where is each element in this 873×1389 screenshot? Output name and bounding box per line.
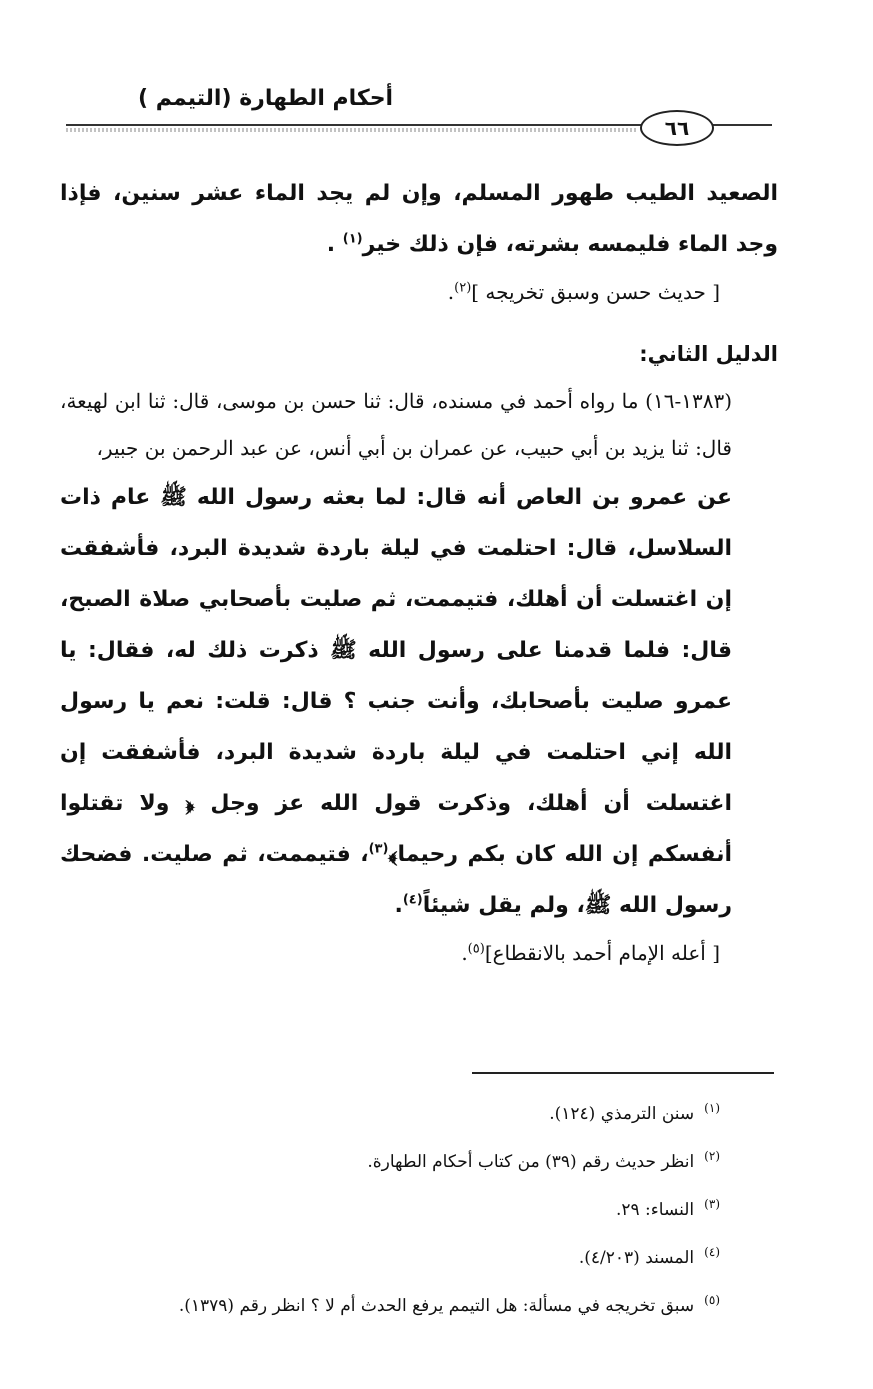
footnote-ref-4: (٤) — [402, 892, 423, 908]
footnote-ref-3: (٣) — [368, 841, 389, 857]
footnote-number: (١) — [704, 1101, 720, 1116]
footnote-item — [60, 1090, 720, 1138]
grading-text: [ حديث حسن وسبق تخريجه ] — [471, 280, 720, 304]
section-heading: الدليل الثاني: — [639, 342, 778, 366]
footnote-text: انظر حديث رقم (٣٩) من كتاب أحكام الطهارة. — [367, 1152, 695, 1172]
page-number: ٦٦ — [640, 110, 714, 146]
quote-end: . — [326, 232, 343, 257]
page-header — [60, 80, 780, 150]
grading-note: [ حديث حسن وسبق تخريجه ]$^{(٢)}$. — [447, 280, 720, 304]
footnote-number: (٣) — [704, 1197, 720, 1212]
footnote-separator — [472, 1072, 774, 1074]
footnote-text: سبق تخريجه في مسألة: هل التيمم يرفع الحدث أم لا ؟ انظر رقم (١٣٧٩). — [178, 1296, 695, 1316]
quote-text: الصعيد الطيب طهور المسلم، وإن لم يجد الماء عشر سنين، فإذا وجد الماء فليمسه بشرته، فإن ذلك خير — [60, 181, 778, 257]
hadith-text: عن عمرو بن العاص أنه قال: لما بعثه رسول الله ﷺ عام ذات السلاسل، قال: احتلمت في ليلة باردة شديدة البرد، فأشفقت إن اغتسلت أن أهلك، فتيممت، ثم صليت بأصحابي صلاة الصبح، قال: فلما قدمنا على رسول الله ﷺ ذكرت ذلك له، فقال: يا عمرو صليت بأصحابك، وأنت جنب ؟ قال: قلت: نعم يا رسول الله إني احتلمت في ليلة باردة شديدة البرد، فأشفقت إن اغتسلت أن أهلك، وذكرت قول الله عز وجل ﴿ ولا تقتلوا أنفسكم إن الله كان بكم رحيما﴾ — [60, 485, 732, 867]
hadith-quote-continuation — [60, 168, 778, 270]
footnote-number: (٢) — [704, 1149, 720, 1164]
footnote-number: (٥) — [704, 1293, 720, 1308]
footnote-text: المسند (٤/٢٠٣). — [578, 1248, 695, 1268]
footnote-ref-2: (٢) — [454, 280, 472, 296]
footnote-item — [60, 1282, 720, 1330]
grading-note-2: [ أعله الإمام أحمد بالانقطاع]$^{(٥)}$. — [461, 941, 720, 965]
footnote-text: سنن الترمذي (١٢٤). — [549, 1104, 695, 1124]
footnote-text: النساء: ٢٩. — [615, 1200, 695, 1220]
footnote-item — [60, 1234, 720, 1282]
isnad-paragraph: (١٣٨٣-١٦) ما رواه أحمد في مسنده، قال: ثنا حسن بن موسى، قال: ثنا ابن لهيعة، قال: ثنا يزيد بن أبي حبيب، عن عمران بن أبي أنس، عن عبد الرحمن بن جبير، — [60, 389, 732, 460]
footnote-number: (٤) — [704, 1245, 720, 1260]
footnote-item — [60, 1186, 720, 1234]
header-rule-ornament — [66, 128, 636, 132]
footnote-ref-1: (١) — [342, 231, 363, 247]
footnote-item — [60, 1138, 720, 1186]
hadith-text-continued: ، فتيممت، ثم صليت. فضحك رسول الله ﷺ، ولم يقل شيئاً — [60, 842, 732, 918]
hadith-paragraph: عن عمرو بن العاص أنه قال: لما بعثه رسول الله ﷺ عام ذات السلاسل، قال: احتلمت في ليلة باردة شديدة البرد، فأشفقت إن اغتسلت أن أهلك، فتيممت، ثم صليت بأصحابي صلاة الصبح، قال: فلما قدمنا على رسول الله ﷺ ذكرت ذلك له، فقال: يا عمرو صليت بأصحابك، وأنت جنب ؟ قال: قلت: نعم يا رسول الله إني احتلمت في ليلة باردة شديدة البرد، فأشفقت إن اغتسلت أن أهلك، وذكرت قول الله عز وجل ﴿ ولا تقتلوا أنفسكم إن الله كان بكم رحيما﴾$^{(٣)}$، فتيممت، ثم صليت. فضحك رسول الله ﷺ، ولم يقل شيئاً$^{(٤)}$. — [60, 485, 732, 918]
footnote-ref-5: (٥) — [467, 941, 485, 957]
footnotes — [60, 1090, 720, 1330]
running-title: أحكام الطهارة (التيمم ) — [138, 86, 394, 111]
grading-text-2: [ أعله الإمام أحمد بالانقطاع] — [484, 941, 720, 965]
page-body — [60, 168, 778, 975]
